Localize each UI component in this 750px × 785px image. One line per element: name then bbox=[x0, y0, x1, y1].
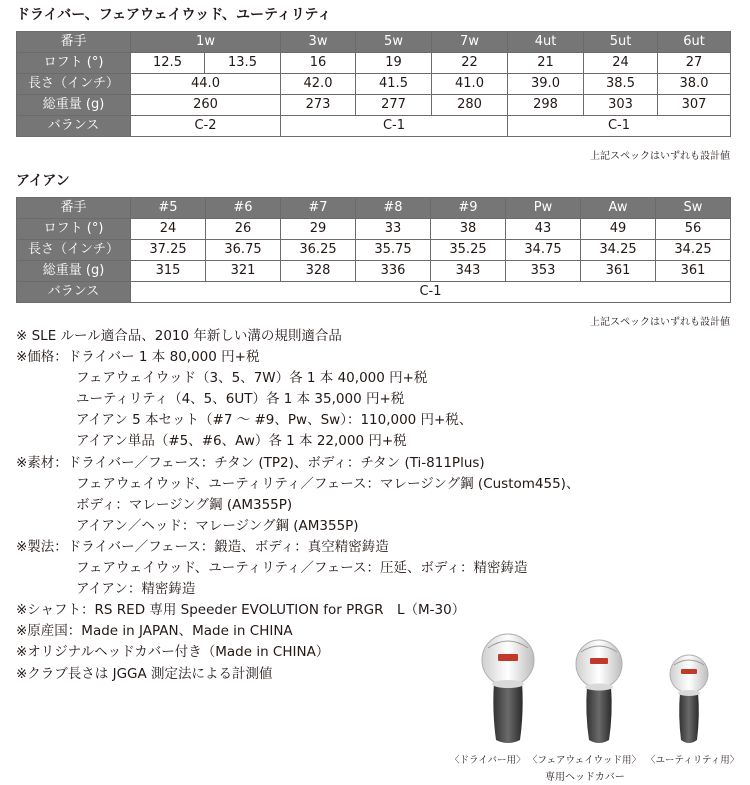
table-cell: 36.25 bbox=[281, 240, 356, 261]
woods-header-row bbox=[17, 32, 731, 53]
table-cell: C-2 bbox=[131, 116, 281, 137]
note-line: アイアン単品（#5、#6、Aw）各 1 本 22,000 円+税 bbox=[76, 433, 407, 450]
row-label: 総重量 (g) bbox=[17, 261, 131, 282]
table-cell: 41.5 bbox=[356, 74, 432, 95]
table-cell: 44.0 bbox=[131, 74, 281, 95]
column-header: 4ut bbox=[508, 32, 584, 53]
utility-headcover-image bbox=[668, 654, 710, 746]
table-cell: 24 bbox=[131, 219, 206, 240]
woods-spec-table bbox=[16, 31, 731, 137]
row-label: 長さ（インチ） bbox=[17, 74, 131, 95]
row-label: バランス bbox=[17, 116, 131, 137]
irons-balance-row bbox=[17, 282, 731, 303]
table-cell: 49 bbox=[581, 219, 656, 240]
table-cell: 353 bbox=[506, 261, 581, 282]
table-cell: 307 bbox=[658, 95, 731, 116]
table-cell: 280 bbox=[432, 95, 508, 116]
table-cell: 273 bbox=[281, 95, 356, 116]
note-line: ユーティリティ（4、5、6UT）各 1 本 35,000 円+税 bbox=[76, 391, 405, 408]
table-cell: 361 bbox=[656, 261, 731, 282]
table-cell: 56 bbox=[656, 219, 731, 240]
table-cell: 277 bbox=[356, 95, 432, 116]
table-cell: 21 bbox=[508, 53, 584, 74]
table-cell: 43 bbox=[506, 219, 581, 240]
note-line: フェアウェイウッド、ユーティリティ／フェース：マレージング鋼 (Custom455)、 bbox=[76, 475, 580, 492]
irons-header-row bbox=[17, 198, 731, 219]
irons-length-row bbox=[17, 240, 731, 261]
table-cell: 26 bbox=[206, 219, 281, 240]
woods-balance-row bbox=[17, 116, 731, 137]
column-header: 6ut bbox=[658, 32, 731, 53]
irons-spec-table bbox=[16, 197, 731, 303]
row-label: バランス bbox=[17, 282, 131, 303]
table-cell: 27 bbox=[658, 53, 731, 74]
table-cell: 19 bbox=[356, 53, 432, 74]
column-header: #8 bbox=[356, 198, 431, 219]
table-cell: 33 bbox=[356, 219, 431, 240]
note-line: フェアウェイウッド、ユーティリティ／フェース：圧延、ボディ：精密鋳造 bbox=[76, 560, 528, 577]
table-cell: 12.5 bbox=[131, 53, 205, 74]
table-cell: 35.75 bbox=[356, 240, 431, 261]
table-cell: 29 bbox=[281, 219, 356, 240]
utility-cover-caption: 〈ユーティリティ用〉 bbox=[646, 755, 740, 766]
note-line: アイアン／ヘッド：マレージング鋼 (AM355P) bbox=[76, 517, 359, 534]
note-line: ※原産国：Made in JAPAN、Made in CHINA bbox=[16, 623, 293, 640]
column-header: Aw bbox=[581, 198, 656, 219]
woods-heading: ドライバー、フェアウェイウッド、ユーティリティ bbox=[16, 7, 332, 23]
headcover-title: 専用ヘッドカバー bbox=[545, 772, 625, 783]
note-line: ※価格：ドライバー 1 本 80,000 円+税 bbox=[16, 349, 260, 366]
table-cell: 37.25 bbox=[131, 240, 206, 261]
table-cell: 38.0 bbox=[658, 74, 731, 95]
table-cell: 35.25 bbox=[431, 240, 506, 261]
column-header: #7 bbox=[281, 198, 356, 219]
table-cell: 321 bbox=[206, 261, 281, 282]
note-line: ※クラブ長さは JGGA 測定法による計測値 bbox=[16, 665, 273, 682]
spec-notes bbox=[16, 326, 580, 685]
woods-loft-row bbox=[17, 53, 731, 74]
fairway-cover-caption: 〈フェアウェイウッド用〉 bbox=[528, 755, 641, 766]
note-line: ボディ：マレージング鋼 (AM355P) bbox=[76, 496, 293, 513]
table-cell: 298 bbox=[508, 95, 584, 116]
table-cell: 42.0 bbox=[281, 74, 356, 95]
table-cell: 336 bbox=[356, 261, 431, 282]
table-cell: 328 bbox=[281, 261, 356, 282]
table-cell: 36.75 bbox=[206, 240, 281, 261]
woods-length-row bbox=[17, 74, 731, 95]
table-cell: 38 bbox=[431, 219, 506, 240]
column-header: Pw bbox=[506, 198, 581, 219]
note-line: ※オリジナルヘッドカバー付き（Made in CHINA） bbox=[16, 644, 330, 661]
column-header: Sw bbox=[656, 198, 731, 219]
row-label: ロフト (°) bbox=[17, 53, 131, 74]
headcover-gallery bbox=[450, 628, 746, 785]
column-header: #6 bbox=[206, 198, 281, 219]
table-cell: 13.5 bbox=[205, 53, 281, 74]
table-cell: 34.25 bbox=[581, 240, 656, 261]
column-header: 5ut bbox=[584, 32, 658, 53]
woods-design-note: 上記スペックはいずれも設計値 bbox=[590, 151, 730, 162]
table-cell: 315 bbox=[131, 261, 206, 282]
column-header: 7w bbox=[432, 32, 508, 53]
driver-cover-caption: 〈ドライバー用〉 bbox=[450, 755, 526, 766]
header-label: 番手 bbox=[17, 32, 131, 53]
table-cell: C-1 bbox=[508, 116, 731, 137]
note-line: ※素材：ドライバー／フェース：チタン (TP2)、ボディ：チタン (Ti-811Plus) bbox=[16, 454, 485, 471]
table-cell: 34.25 bbox=[656, 240, 731, 261]
woods-weight-row bbox=[17, 95, 731, 116]
table-cell: C-1 bbox=[131, 282, 731, 303]
table-cell: 343 bbox=[431, 261, 506, 282]
table-cell: 34.75 bbox=[506, 240, 581, 261]
irons-loft-row bbox=[17, 219, 731, 240]
row-label: ロフト (°) bbox=[17, 219, 131, 240]
table-cell: 39.0 bbox=[508, 74, 584, 95]
table-cell: 24 bbox=[584, 53, 658, 74]
irons-heading: アイアン bbox=[16, 173, 70, 189]
table-cell: 38.5 bbox=[584, 74, 658, 95]
note-line: アイアン 5 本セット（#7 ～ #9、Pw、Sw）：110,000 円+税、 bbox=[76, 412, 473, 429]
note-line: アイアン：精密鋳造 bbox=[76, 581, 196, 598]
table-cell: 16 bbox=[281, 53, 356, 74]
table-cell: 41.0 bbox=[432, 74, 508, 95]
note-line: ※シャフト：RS RED 専用 Speeder EVOLUTION for PRGR L（M-30） bbox=[16, 602, 466, 619]
column-header: #9 bbox=[431, 198, 506, 219]
column-header: 5w bbox=[356, 32, 432, 53]
column-header: 3w bbox=[281, 32, 356, 53]
driver-headcover-image bbox=[480, 632, 536, 746]
note-line: ※ SLE ルール適合品、2010 年新しい溝の規則適合品 bbox=[16, 328, 342, 344]
irons-weight-row bbox=[17, 261, 731, 282]
table-cell: 22 bbox=[432, 53, 508, 74]
row-label: 総重量 (g) bbox=[17, 95, 131, 116]
table-cell: 361 bbox=[581, 261, 656, 282]
table-cell: 260 bbox=[131, 95, 281, 116]
fairway-wood-headcover-image bbox=[574, 638, 624, 746]
table-cell: 303 bbox=[584, 95, 658, 116]
column-header: 1w bbox=[131, 32, 281, 53]
table-cell: C-1 bbox=[281, 116, 508, 137]
note-line: フェアウェイウッド（3、5、7W）各 1 本 40,000 円+税 bbox=[76, 370, 428, 387]
irons-design-note: 上記スペックはいずれも設計値 bbox=[590, 317, 730, 328]
row-label: 長さ（インチ） bbox=[17, 240, 131, 261]
header-label: 番手 bbox=[17, 198, 131, 219]
note-line: ※製法：ドライバー／フェース：鍛造、ボディ：真空精密鋳造 bbox=[16, 538, 389, 555]
column-header: #5 bbox=[131, 198, 206, 219]
